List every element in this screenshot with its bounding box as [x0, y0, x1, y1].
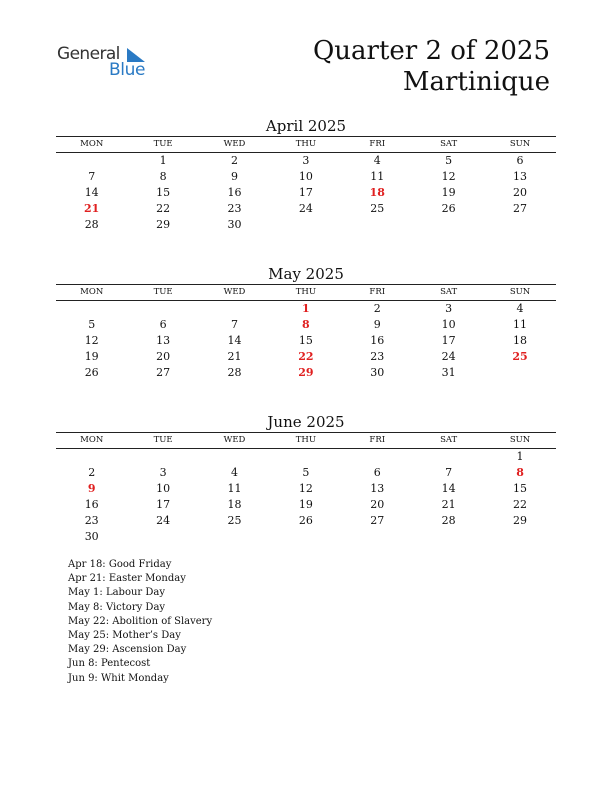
week-row	[56, 465, 556, 481]
day-cell: 30	[227, 218, 242, 231]
holiday-day-cell: 29	[298, 366, 314, 379]
week-row	[56, 497, 556, 513]
day-cell: 24	[156, 514, 171, 527]
page-title	[313, 36, 550, 98]
holiday-list	[68, 558, 212, 686]
day-cell	[199, 449, 270, 465]
weekday-label: SAT	[440, 287, 458, 297]
day-cell: 27	[513, 202, 528, 215]
day-cell: 16	[370, 334, 385, 347]
weekday-header	[56, 433, 556, 448]
day-cell	[56, 153, 127, 169]
weekday-label: WED	[223, 287, 246, 297]
day-cell: 23	[370, 350, 385, 363]
day-cell: 14	[441, 482, 456, 495]
weekday-label: THU	[295, 139, 316, 149]
day-cell: 14	[84, 186, 99, 199]
day-cell	[484, 365, 555, 381]
day-cell: 28	[84, 218, 99, 231]
day-cell: 11	[370, 170, 385, 183]
day-cell	[413, 529, 484, 545]
day-cell: 24	[298, 202, 313, 215]
day-cell: 12	[298, 482, 313, 495]
weekday-label: MON	[80, 435, 104, 445]
day-cell: 13	[370, 482, 385, 495]
week-row	[56, 449, 556, 465]
holiday-day-cell: 21	[84, 202, 100, 215]
week-row	[56, 201, 556, 217]
day-cell	[270, 449, 341, 465]
weekday-header	[56, 137, 556, 152]
day-cell: 28	[227, 366, 242, 379]
day-cell: 22	[156, 202, 171, 215]
day-cell: 30	[84, 530, 99, 543]
day-cell: 18	[227, 498, 242, 511]
region-title: Martinique	[402, 67, 550, 97]
day-cell	[484, 217, 555, 233]
day-cell	[127, 529, 198, 545]
day-cell: 4	[373, 154, 381, 167]
holiday-item: May 22: Abolition of Slavery	[68, 615, 213, 627]
day-cell: 27	[370, 514, 385, 527]
day-cell: 24	[441, 350, 456, 363]
day-cell: 20	[513, 186, 528, 199]
day-cell: 15	[513, 482, 528, 495]
weekday-label: MON	[80, 287, 104, 297]
day-cell	[342, 529, 413, 545]
day-cell	[413, 217, 484, 233]
day-cell: 1	[159, 154, 167, 167]
day-cell	[199, 301, 270, 317]
day-cell: 3	[445, 302, 453, 315]
day-cell: 20	[156, 350, 171, 363]
weekday-label: TUE	[153, 435, 173, 445]
day-cell: 7	[445, 466, 453, 479]
weekday-label: MON	[80, 139, 104, 149]
day-cell	[484, 529, 555, 545]
calendar-may	[56, 264, 556, 381]
day-cell: 19	[298, 498, 313, 511]
week-row	[56, 349, 556, 365]
weekday-label: FRI	[369, 287, 386, 297]
weekday-label: WED	[223, 435, 246, 445]
day-cell	[270, 217, 341, 233]
weekday-label: THU	[295, 435, 316, 445]
day-cell: 12	[441, 170, 456, 183]
day-cell: 2	[88, 466, 96, 479]
month-title: May 2025	[268, 265, 344, 283]
day-cell	[199, 529, 270, 545]
day-cell: 19	[84, 350, 99, 363]
week-row	[56, 529, 556, 545]
day-cell: 21	[441, 498, 456, 511]
week-row	[56, 365, 556, 381]
day-cell: 3	[159, 466, 167, 479]
day-cell: 28	[441, 514, 456, 527]
day-cell: 2	[373, 302, 381, 315]
day-cell: 16	[227, 186, 242, 199]
day-cell: 5	[302, 466, 310, 479]
day-cell: 13	[156, 334, 171, 347]
holiday-day-cell: 8	[516, 466, 524, 479]
day-cell: 7	[230, 318, 238, 331]
day-cell: 22	[513, 498, 528, 511]
day-cell: 10	[298, 170, 313, 183]
holiday-day-cell: 9	[87, 482, 96, 495]
day-cell: 30	[370, 366, 385, 379]
day-cell: 6	[516, 154, 524, 167]
week-row	[56, 333, 556, 349]
day-cell: 5	[88, 318, 96, 331]
day-cell: 13	[513, 170, 528, 183]
holiday-item: May 8: Victory Day	[68, 601, 166, 613]
day-cell	[56, 301, 127, 317]
day-cell: 26	[298, 514, 313, 527]
holiday-item: May 29: Ascension Day	[68, 644, 187, 656]
day-cell: 23	[84, 514, 99, 527]
holiday-day-cell: 25	[512, 350, 528, 363]
day-cell	[127, 301, 198, 317]
holiday-item: Apr 21: Easter Monday	[68, 573, 186, 585]
day-cell: 11	[227, 482, 242, 495]
day-cell: 10	[441, 318, 456, 331]
day-cell: 6	[159, 318, 167, 331]
holiday-item: May 1: Labour Day	[68, 587, 165, 599]
day-cell: 16	[84, 498, 99, 511]
day-cell: 12	[84, 334, 99, 347]
day-cell	[270, 529, 341, 545]
day-cell: 19	[441, 186, 456, 199]
day-cell: 15	[298, 334, 313, 347]
day-cell: 26	[441, 202, 456, 215]
day-cell: 7	[88, 170, 96, 183]
day-cell: 17	[156, 498, 171, 511]
weekday-label: FRI	[369, 435, 386, 445]
week-row	[56, 301, 556, 317]
day-cell: 25	[370, 202, 385, 215]
day-cell: 9	[230, 170, 238, 183]
day-cell: 4	[516, 302, 524, 315]
holiday-day-cell: 8	[302, 318, 310, 331]
weekday-label: TUE	[153, 287, 173, 297]
holiday-day-cell: 22	[298, 350, 314, 363]
weekday-label: SUN	[509, 287, 531, 297]
quarter-title: Quarter 2 of 2025	[312, 36, 550, 66]
day-cell: 17	[441, 334, 456, 347]
day-cell: 29	[513, 514, 528, 527]
calendar-june	[56, 412, 556, 545]
week-row	[56, 169, 556, 185]
day-cell: 6	[373, 466, 381, 479]
day-cell	[342, 217, 413, 233]
weekday-label: TUE	[153, 139, 173, 149]
month-title: April 2025	[265, 117, 347, 135]
week-row	[56, 217, 556, 233]
weekday-label: THU	[295, 287, 316, 297]
day-cell: 2	[230, 154, 238, 167]
brand-logo	[57, 44, 157, 80]
brand-name-general: General	[57, 44, 120, 64]
day-cell: 5	[445, 154, 453, 167]
day-cell	[127, 449, 198, 465]
day-cell: 29	[156, 218, 171, 231]
week-row	[56, 513, 556, 529]
weekday-label: FRI	[369, 139, 386, 149]
weekday-label: SAT	[440, 139, 458, 149]
day-cell: 18	[513, 334, 528, 347]
calendar-april	[56, 116, 556, 233]
day-cell: 14	[227, 334, 242, 347]
holiday-day-cell: 18	[369, 186, 385, 199]
holiday-item: May 25: Mother’s Day	[68, 630, 181, 642]
day-cell	[56, 449, 127, 465]
day-cell: 8	[159, 170, 167, 183]
week-row	[56, 481, 556, 497]
day-cell: 1	[516, 450, 524, 463]
day-cell: 11	[513, 318, 528, 331]
holiday-item: Jun 9: Whit Monday	[68, 672, 169, 684]
holiday-item: Apr 18: Good Friday	[68, 559, 172, 570]
holiday-item: Jun 8: Pentecost	[68, 658, 151, 670]
week-row	[56, 153, 556, 169]
day-cell	[342, 449, 413, 465]
holiday-day-cell: 1	[302, 302, 310, 315]
month-title: June 2025	[267, 413, 345, 431]
brand-name-blue: Blue	[109, 60, 146, 80]
day-cell: 10	[156, 482, 171, 495]
day-cell: 4	[230, 466, 238, 479]
day-cell: 21	[227, 350, 242, 363]
weekday-label: SUN	[509, 139, 531, 149]
day-cell: 27	[156, 366, 171, 379]
weekday-label: SUN	[509, 435, 531, 445]
day-cell: 20	[370, 498, 385, 511]
day-cell	[413, 449, 484, 465]
week-row	[56, 185, 556, 201]
day-cell: 26	[84, 366, 99, 379]
day-cell: 17	[298, 186, 313, 199]
day-cell: 25	[227, 514, 242, 527]
weekday-label: SAT	[440, 435, 458, 445]
day-cell: 23	[227, 202, 242, 215]
day-cell: 31	[441, 366, 456, 379]
weekday-header	[56, 285, 556, 300]
weekday-label: WED	[223, 139, 246, 149]
week-row	[56, 317, 556, 333]
day-cell: 9	[373, 318, 381, 331]
day-cell: 15	[156, 186, 171, 199]
day-cell: 3	[302, 154, 310, 167]
